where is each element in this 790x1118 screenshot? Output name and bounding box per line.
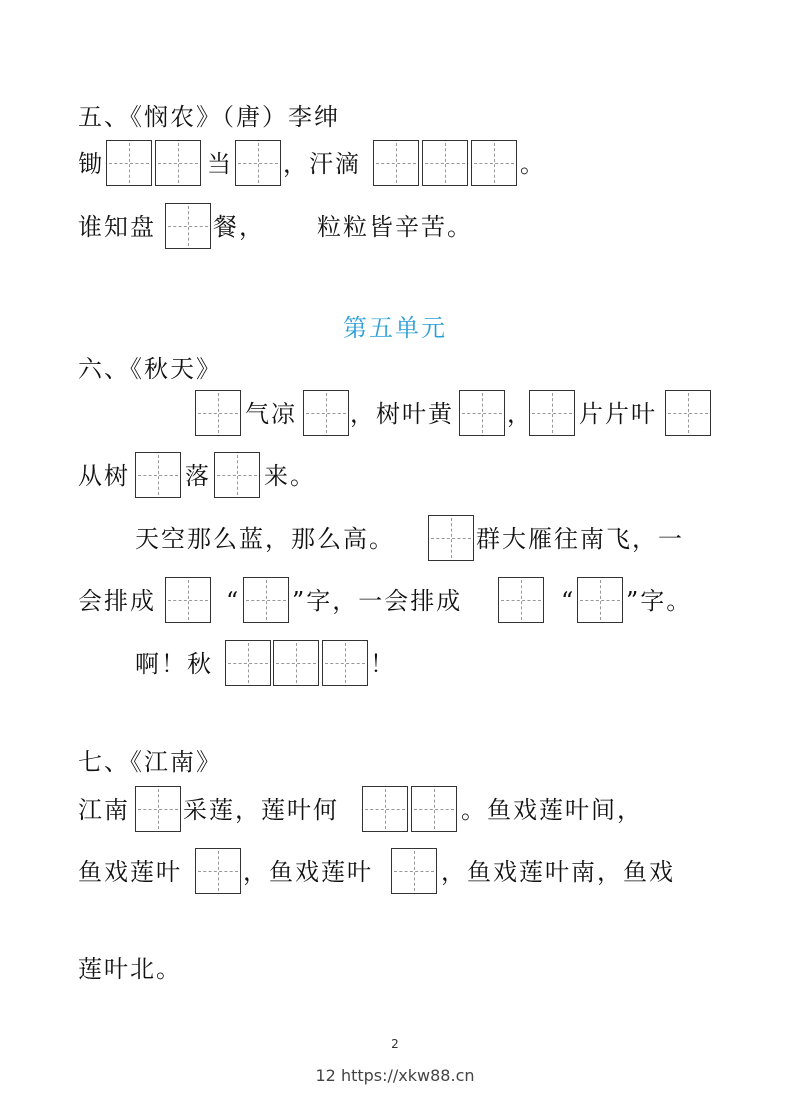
text: ”字。: [626, 587, 693, 615]
answer-box[interactable]: [243, 577, 289, 623]
answer-box[interactable]: [498, 577, 544, 623]
text: ，: [507, 400, 533, 428]
answer-box[interactable]: [195, 848, 241, 894]
heading-text: 六、《秋天》: [78, 355, 222, 383]
text: ，树叶黄: [350, 400, 454, 428]
text: 谁知盘: [78, 213, 156, 241]
text: ”字，一会排成: [292, 587, 463, 615]
text: 鱼戏莲叶: [78, 858, 182, 886]
text: 从树: [78, 462, 130, 490]
text: 群大雁往南飞，一: [476, 525, 684, 553]
text: 来。: [264, 462, 316, 490]
text: 锄: [78, 150, 104, 178]
unit-title: 第五单元: [343, 314, 447, 342]
text: 莲叶北。: [78, 955, 182, 983]
text: 粒粒皆辛苦。: [317, 213, 473, 241]
text: 。鱼戏莲叶间，: [461, 796, 643, 824]
answer-box[interactable]: [459, 390, 505, 436]
text: “: [226, 587, 241, 615]
answer-box[interactable]: [135, 786, 181, 832]
answer-box[interactable]: [428, 515, 474, 561]
heading-text: 七、《江南》: [78, 748, 222, 776]
text: 片片叶: [579, 400, 657, 428]
page-number: 2: [391, 1037, 399, 1051]
text: 天空那么蓝，那么高。: [135, 525, 395, 553]
text: “: [561, 587, 576, 615]
answer-box[interactable]: [373, 140, 419, 186]
text: ，汗滴: [283, 150, 361, 178]
text: 落: [185, 462, 211, 490]
answer-box[interactable]: [214, 452, 260, 498]
answer-box[interactable]: [529, 390, 575, 436]
answer-box[interactable]: [411, 786, 457, 832]
text: 江南: [78, 796, 130, 824]
answer-box[interactable]: [362, 786, 408, 832]
answer-box[interactable]: [422, 140, 468, 186]
text: ，鱼戏莲叶南，鱼戏: [441, 858, 675, 886]
answer-box[interactable]: [273, 640, 319, 686]
answer-box[interactable]: [303, 390, 349, 436]
answer-box[interactable]: [165, 577, 211, 623]
answer-box[interactable]: [165, 203, 211, 249]
answer-box[interactable]: [235, 140, 281, 186]
answer-box[interactable]: [577, 577, 623, 623]
text: 啊！秋: [135, 650, 213, 678]
text: 气凉: [245, 400, 297, 428]
answer-box[interactable]: [391, 848, 437, 894]
text: 会排成: [78, 587, 156, 615]
heading-text: 五、《悯农》（唐）李绅: [78, 103, 340, 131]
text: 采莲，莲叶何: [183, 796, 339, 824]
answer-box[interactable]: [155, 140, 201, 186]
text: 当: [207, 150, 233, 178]
answer-box[interactable]: [225, 640, 271, 686]
text: ，鱼戏莲叶: [243, 858, 373, 886]
answer-box[interactable]: [135, 452, 181, 498]
answer-box[interactable]: [195, 390, 241, 436]
text: 餐，: [213, 213, 265, 241]
text: ！: [370, 650, 396, 678]
answer-box[interactable]: [322, 640, 368, 686]
text: 。: [520, 150, 546, 178]
footer-url[interactable]: 12 https://xkw88.cn: [315, 1066, 475, 1085]
answer-box[interactable]: [665, 390, 711, 436]
answer-box[interactable]: [106, 140, 152, 186]
answer-box[interactable]: [471, 140, 517, 186]
